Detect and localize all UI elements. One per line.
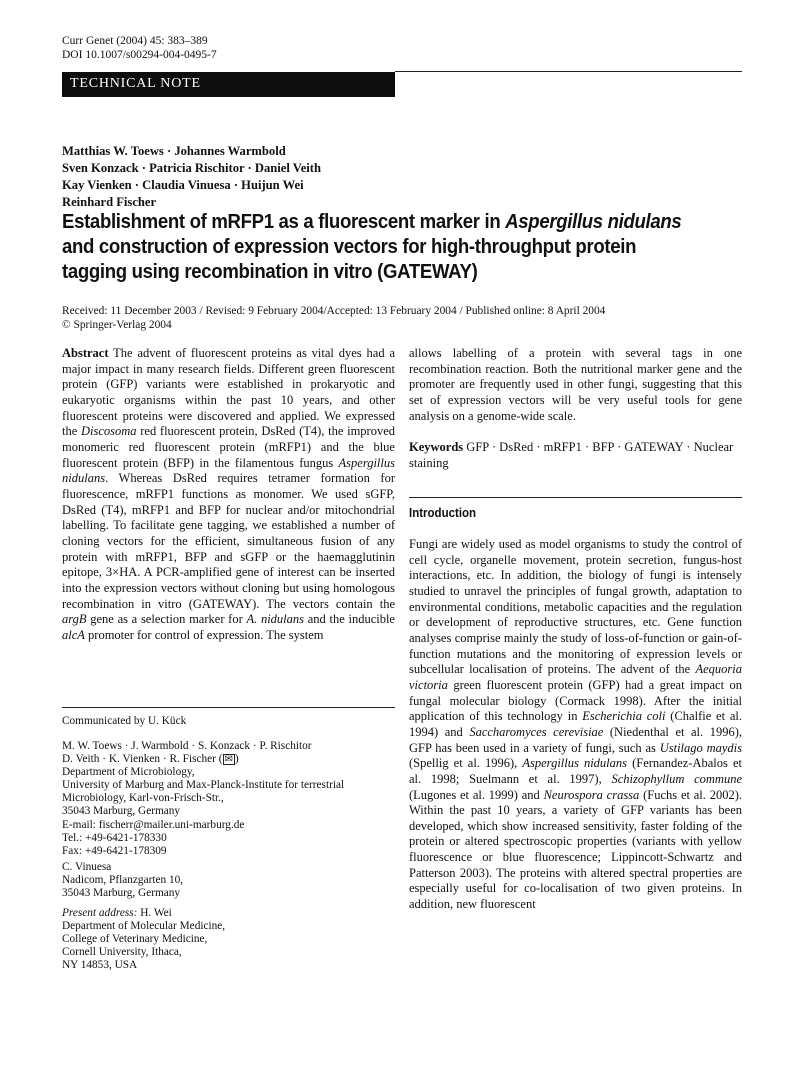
affiliation-main xyxy=(62,740,395,858)
affiliation-line: Nadicom, Pflanzgarten 10, xyxy=(62,874,184,887)
abstract-italic: Aspergillus nidulans xyxy=(62,455,395,486)
keywords-label: Keywords xyxy=(409,440,464,454)
affiliation-line: NY 14853, USA xyxy=(62,959,138,972)
affiliation-line: Department of Molecular Medicine, xyxy=(62,920,226,933)
journal-reference xyxy=(62,34,217,62)
intro-text: (Lugones et al. 1999) and xyxy=(409,787,544,802)
author-line: Reinhard Fischer xyxy=(62,195,157,209)
affiliation-line: C. Vinuesa xyxy=(62,861,112,873)
intro-text: (Fernandez-Abalos et al. 1998; Suelmann et al. 1997), xyxy=(409,756,742,786)
envelope-icon: ✉ xyxy=(224,754,233,766)
publication-dates xyxy=(62,305,605,332)
abstract-italic: alcA xyxy=(62,627,85,642)
fax-line: Fax: +49-6421-178309 xyxy=(62,844,167,857)
present-address-label: Present address: xyxy=(62,907,138,919)
affiliation-vinuesa xyxy=(62,861,395,900)
abstract-column xyxy=(62,346,395,643)
abstract-text: promoter for control of expression. The system xyxy=(84,627,324,642)
affiliation-line: College of Veterinary Medicine, xyxy=(62,933,208,946)
affiliation-text: D. Veith · K. Vienken · R. Fischer ( xyxy=(62,753,223,766)
affiliation-line: 35043 Marburg, Germany xyxy=(62,805,181,818)
phone-line: Tel.: +49-6421-178330 xyxy=(62,831,167,844)
title-text-cont: and construction of expression vectors for high-throughput protein tagging using recombination in vitro (GATEWAY) xyxy=(62,236,637,283)
intro-italic: Aequoria victoria xyxy=(409,662,742,692)
affiliation-line: M. W. Toews · J. Warmbold · S. Konzack · P. Rischitor xyxy=(62,740,312,752)
intro-text: (Chalfie et al. 1994) and xyxy=(409,709,743,739)
title-species: Aspergillus nidulans xyxy=(505,211,682,233)
affiliation-line xyxy=(62,753,395,766)
copyright: © Springer-Verlag 2004 xyxy=(62,318,172,331)
abstract-italic: argB xyxy=(62,612,87,627)
title-text: Establishment of mRFP1 as a fluorescent marker in xyxy=(62,211,506,233)
author-line: Matthias W. Toews · Johannes Warmbold xyxy=(62,144,286,158)
affiliation-line: University of Marburg and Max-Planck-Institute for terrestrial xyxy=(62,779,345,792)
abstract-italic: A. nidulans xyxy=(246,612,305,627)
abstract-text: The advent of fluorescent proteins as vital dyes had a major impact in many research fields. Different green fluorescent protein (GFP) variants were established in prokaryotic and eukaryotic organisms within the past 10 years, and other fluorescent proteins were discovered and applied. We expressed the xyxy=(62,346,395,439)
abstract-text: red fluorescent protein, DsRed (T4), the improved monomeric red fluorescent protein (mRFP1) and the blue fluorescent protein (BFP) in the filamentous fungus xyxy=(62,424,396,470)
intro-italic: Ustilago maydis xyxy=(659,740,742,755)
abstract xyxy=(62,346,395,643)
affiliation-text: ) xyxy=(234,753,239,766)
abstract-text: gene as a selection marker for xyxy=(86,612,247,627)
intro-text: (Niedenthal et al. 1996), GFP has been used in a variety of fungi, such as xyxy=(409,724,742,755)
intro-text: (Fuchs et al. 2002). Within the past 10 years, a variety of GFP variants has been developed, which show increased sensitivity, faster folding of the protein or altered spectroscopic properties (variants with yellow fluorescence or blue fluorescence; Lippincott-Schwartz and Patterson 2003). The proteins with altered spectral properties are especially useful for co-localisation of two given proteins. In addition, new fluorescent xyxy=(409,787,742,912)
intro-text: (Spellig et al. 1996), xyxy=(409,756,523,771)
footnote-divider xyxy=(62,707,395,708)
doi: DOI 10.1007/s00294-004-0495-7 xyxy=(62,49,217,61)
affiliation-present-address xyxy=(62,907,395,972)
intro-italic: Saccharomyces cerevisiae xyxy=(469,724,604,739)
intro-text: Fungi are widely used as model organisms to study the control of cell cycle, organelle movement, protein secretion, fungus-host interactions, etc. In addition, the biology of fungi is intensely studied to unravel the principles of fungal growth, adaptation to environmental conditions, metabolic capacities and the regulation or development of reproductive structures, etc. Gene function analyses comprise mainly the study of loss-of-function or gain-of-function mutations and the monitoring of expression levels or subcellular localisation of proteins. The advent of the xyxy=(409,537,742,677)
abstract-label: Abstract xyxy=(62,346,109,360)
date-history: Received: 11 December 2003 / Revised: 9 February 2004/Accepted: 13 February 2004 / Published online: 8 April 2004 xyxy=(62,305,606,317)
paper-title xyxy=(62,210,697,285)
header-rule xyxy=(395,71,742,72)
author-line: Sven Konzack · Patricia Rischitor · Daniel Veith xyxy=(62,161,321,175)
affiliation-text: H. Wei xyxy=(137,907,172,919)
intro-italic: Escherichia coli xyxy=(582,709,666,724)
communicated-by: Communicated by U. Kück xyxy=(62,715,187,727)
email-line[interactable]: E-mail: fischerr@mailer.uni-marburg.de xyxy=(62,818,245,831)
author-list xyxy=(62,143,321,211)
affiliation-line: Microbiology, Karl-von-Frisch-Str., xyxy=(62,792,224,805)
abstract-continued-column xyxy=(409,346,742,424)
intro-italic: Neurospora crassa xyxy=(543,787,640,802)
abstract-continued: allows labelling of a protein with several tags in one recombination reaction. Both the nutritional marker gene and the promoter are frequently used in other fungi, suggesting that this set of expression vectors will be very useful tools for gene analysis on a genome-wide scale. xyxy=(409,346,742,423)
keywords-list: GFP · DsRed · mRFP1 · BFP · GATEWAY · Nuclear staining xyxy=(409,440,734,470)
journal-citation: Curr Genet (2004) 45: 383–389 xyxy=(62,35,208,47)
affiliation-line: Department of Microbiology, xyxy=(62,766,195,779)
section-banner: TECHNICAL NOTE xyxy=(62,72,395,97)
affiliation-line: 35043 Marburg, Germany xyxy=(62,887,181,900)
abstract-italic: Discosoma xyxy=(80,424,137,439)
keywords xyxy=(409,440,742,471)
introduction-paragraph xyxy=(409,537,742,913)
author-line: Kay Vienken · Claudia Vinuesa · Huijun Wei xyxy=(62,178,304,192)
section-divider xyxy=(409,497,742,498)
abstract-text: . Whereas DsRed requires tetramer formation for fluorescence, mRFP1 functions as monomer. We used sGFP, DsRed (T4), mRFP1 and BFP for nuclear and/or mitochondrial labelling. To facilitate gene tagging, we established a number of cloning vectors for the efficient, simultaneous fusion of any protein with mRFP1, BFP and sGFP or the haemagglutinin epitope, 3×HA. A PCR-amplified gene of interest can be inserted into the expression vectors without cloning but using homologous recombination in vitro (GATEWAY). The vectors contain the xyxy=(62,471,395,611)
affiliation-line xyxy=(62,907,395,920)
intro-text: green fluorescent protein (GFP) had a great impact on fungal molecular biology (Cormack 1998). After the initial application of this technology in xyxy=(409,677,742,724)
introduction-heading: Introduction xyxy=(409,506,477,520)
abstract-text: and the inducible xyxy=(304,612,395,627)
intro-italic: Schizophyllum commune xyxy=(611,771,742,786)
affiliation-line: Cornell University, Ithaca, xyxy=(62,946,182,959)
introduction-body xyxy=(409,537,742,913)
intro-italic: Aspergillus nidulans xyxy=(522,756,627,771)
